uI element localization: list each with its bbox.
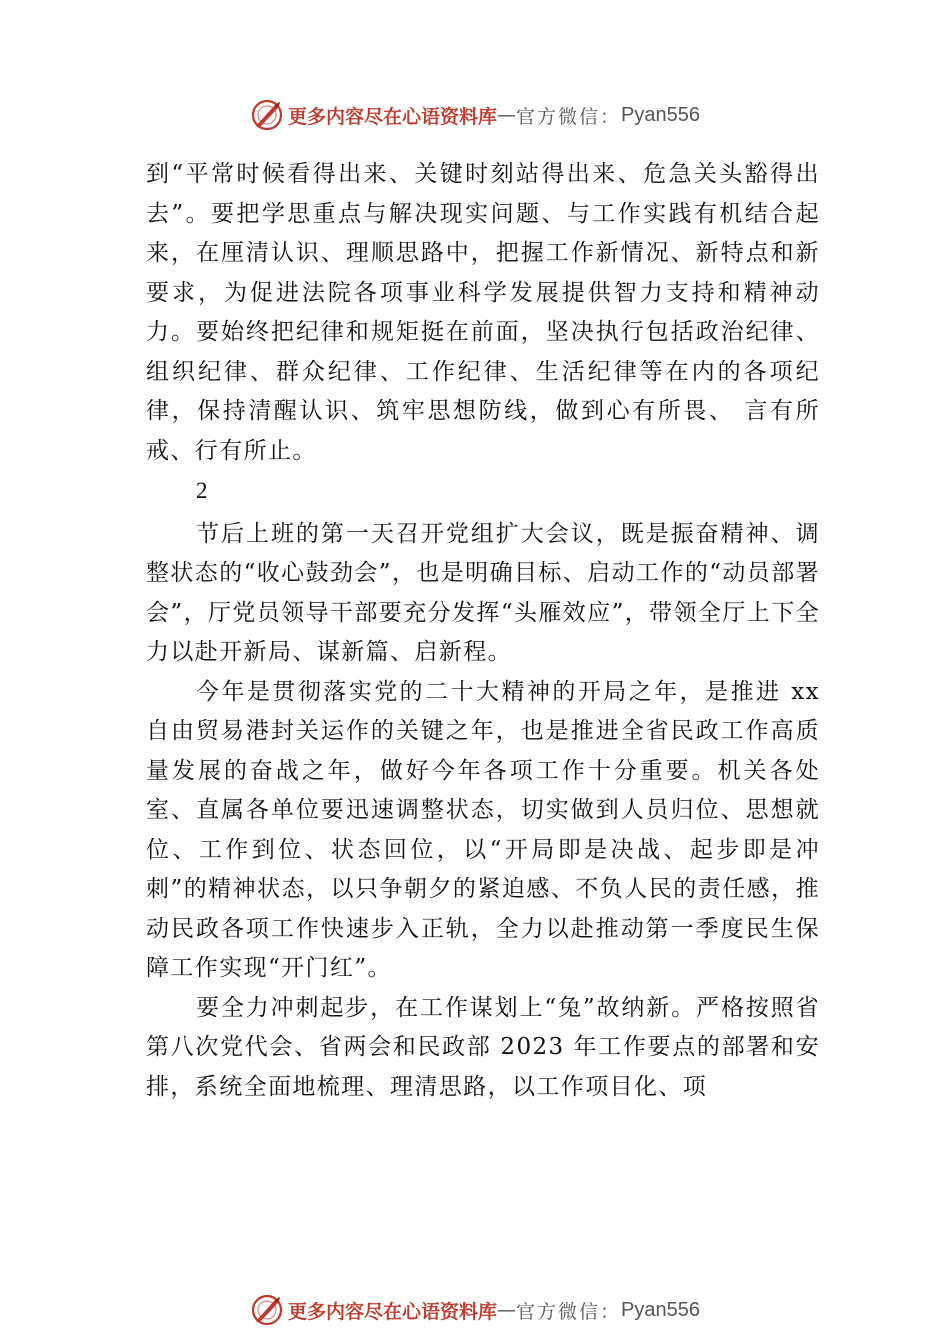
paragraph-3: 今年是贯彻落实党的二十大精神的开局之年，是推进 xx 自由贸易港封关运作的关键之年，也是推进全省民政工作高质量发展的奋战之年，做好今年各项工作十分重要。机关各处室、直属各单位要迅速调整状态，切实做到人员归位、思想就位、工作到位、状态回位，以“开局即是决战、起步即是冲刺”的精神状态，以只争朝夕的紧迫感、不负人民的责任感，推动民政各项工作快速步入正轨，全力以赴推动第一季度民生保障工作实现“开门红”。 — [146, 678, 820, 981]
document-body — [146, 155, 820, 1107]
banner-slogan: 更多内容尽在心语资料库 — [288, 1300, 498, 1323]
banner-wechat-id: Pyan556 — [621, 103, 700, 126]
quill-seal-icon — [250, 98, 284, 132]
banner-wechat-label: 官方微信： — [516, 105, 622, 128]
quill-seal-icon — [250, 1293, 284, 1327]
banner-slogan: 更多内容尽在心语资料库 — [288, 105, 498, 128]
banner-wechat-id: Pyan556 — [621, 1298, 700, 1321]
banner-separator: — — [497, 104, 517, 126]
banner-wechat-label: 官方微信： — [516, 1300, 622, 1323]
paragraph-1: 到“平常时候看得出来、关键时刻站得出来、危急关头豁得出去”。要把学思重点与解决现实问题、与工作实践有机结合起来，在厘清认识、理顺思路中，把握工作新情况、新特点和新要求，为促进法院各项事业科学发展提供智力支持和精神动力。要始终把纪律和规矩挺在前面，坚决执行包括政治纪律、组织纪律、群众纪律、工作纪律、生活纪律等在内的各项纪律，保持清醒认识、筑牢思想防线，做到心有所畏、 言有所戒、行有所止。 — [146, 161, 820, 464]
paragraph-2: 节后上班的第一天召开党组扩大会议，既是振奋精神、调整状态的“收心鼓劲会”，也是明确目标、启动工作的“动员部署会”，厅党员领导干部要充分发挥“头雁效应”，带领全厅上下全力以赴开新局、谋新篇、启新程。 — [146, 520, 820, 665]
page-number: 2 — [196, 478, 208, 503]
footer-banner — [0, 1290, 950, 1330]
header-banner — [0, 95, 950, 135]
banner-separator: — — [497, 1299, 517, 1321]
paragraph-4: 要全力冲刺起步，在工作谋划上“兔”故纳新。严格按照省第八次党代会、省两会和民政部 2023 年工作要点的部署和安排，系统全面地梳理、理清思路，以工作项目化、项 — [146, 994, 820, 1100]
